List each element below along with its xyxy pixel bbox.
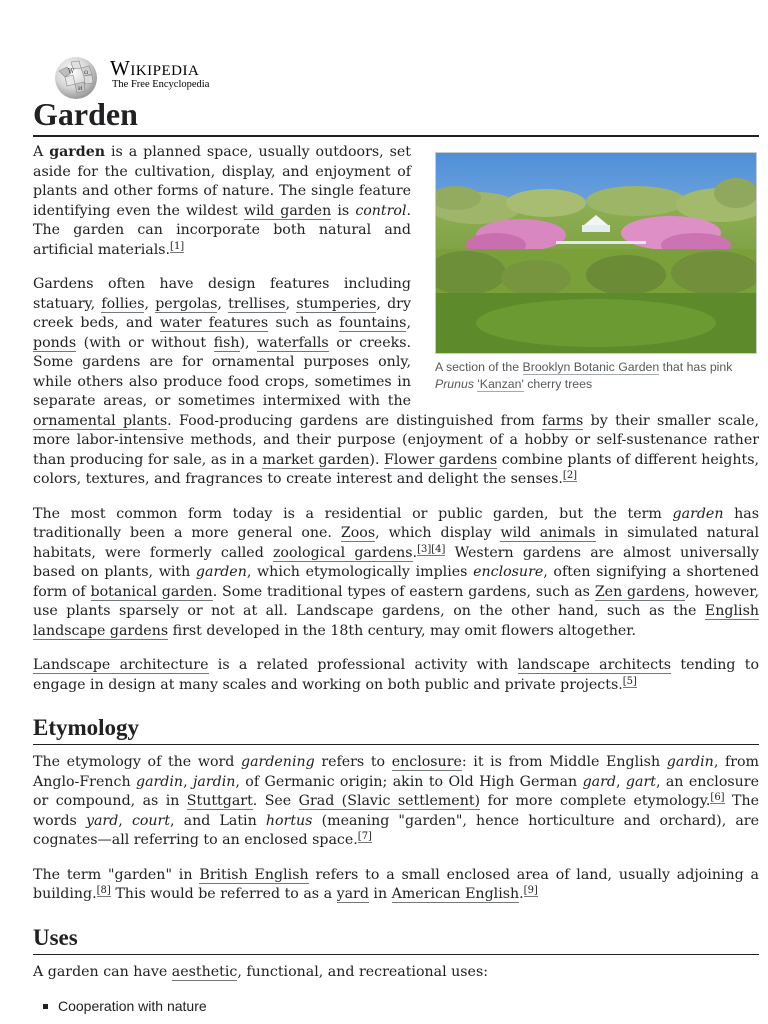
reference-link[interactable]: [5] — [622, 675, 637, 687]
text: Gardens often have design features including statuary, — [33, 276, 411, 312]
text: , — [217, 295, 229, 312]
svg-text:W: W — [68, 68, 75, 75]
text: . Food-producing gardens are distinguished from — [167, 412, 543, 429]
text: , of Germanic origin; akin to Old High German — [235, 773, 583, 790]
text: , often signifying a shortened form of — [33, 564, 759, 600]
caption-text: that has pink — [659, 360, 733, 374]
text: Western gardens are almost universally based on plants, with — [33, 544, 759, 580]
caption-text: A section of the — [435, 360, 523, 374]
text: combine plants of different heights, colors, textures, and fragrances to create interest and delight the senses. — [33, 451, 760, 487]
italic-term: control — [355, 202, 407, 219]
italic-term: gardening — [241, 754, 315, 770]
caption-link-kanzan[interactable]: 'Kanzan' — [477, 376, 524, 391]
text: , — [144, 295, 156, 312]
text: refers to — [314, 754, 392, 770]
text: The etymology of the word — [33, 754, 241, 770]
text: A garden can have — [33, 963, 172, 980]
text: by their smaller scale, more labor-intensive methods, and their purpose (enjoyment of a hobby or self-sustenance rather than producing for sale, as in a — [33, 412, 759, 468]
link-flower-gardens[interactable]: Flower gardens — [384, 451, 498, 468]
reference-link[interactable]: [9] — [523, 885, 538, 896]
italic-term: yard — [85, 812, 119, 829]
reference — [710, 792, 724, 804]
text: such as — [268, 315, 340, 331]
uses-list — [33, 996, 759, 1016]
link-stumperies[interactable]: stumperies — [296, 295, 377, 312]
garden-photo[interactable] — [435, 152, 757, 354]
reference — [431, 544, 445, 556]
link-yard[interactable]: yard — [336, 886, 369, 902]
figure-caption — [435, 359, 759, 392]
italic-term: enclosure — [473, 564, 544, 580]
text: The words — [33, 793, 759, 829]
text: This would be referred to as a — [110, 886, 337, 902]
reference-link[interactable]: [1] — [170, 240, 185, 252]
link-zoological-gardens[interactable]: zoological gardens — [272, 544, 413, 561]
text: , functional, and recreational uses: — [237, 963, 489, 980]
link-wild-garden[interactable]: wild garden — [243, 202, 332, 219]
link-british-english[interactable]: British English — [199, 866, 309, 883]
text: in simulated natural habitats, were formerly called — [33, 525, 759, 561]
link-waterfalls[interactable]: waterfalls — [257, 334, 329, 351]
link-aesthetic[interactable]: aesthetic — [171, 963, 238, 980]
text: is — [331, 202, 356, 219]
text: (with or without — [76, 334, 214, 351]
link-ornamental-plants[interactable]: ornamental plants — [33, 412, 168, 429]
text: , — [616, 773, 626, 790]
text: ), — [239, 334, 258, 351]
reference-link[interactable]: [7] — [357, 831, 372, 842]
reference-link[interactable]: [2] — [562, 470, 578, 481]
etymology-paragraph — [33, 753, 759, 851]
link-wild-animals[interactable]: wild animals — [500, 525, 596, 541]
caption-text: cherry trees — [523, 376, 593, 391]
reference — [623, 676, 637, 688]
uses-intro-paragraph — [33, 963, 759, 983]
link-zen-gardens[interactable]: Zen gardens — [594, 583, 686, 600]
caption-italic: Prunus — [435, 376, 474, 391]
italic-term: gard — [582, 773, 616, 790]
text: . — [519, 886, 524, 902]
bold-term: garden — [49, 144, 106, 160]
text: refers to a small enclosed area of land, usually adjoining a building. — [33, 866, 759, 902]
link-english-landscape-gardens[interactable]: English landscape gardens — [33, 603, 759, 639]
reference — [358, 831, 372, 843]
text: first developed in the 18th century, may omit flowers altogether. — [168, 622, 636, 639]
text: has traditionally been a more general one. — [33, 505, 759, 541]
list-item: Cooperation with nature — [58, 996, 759, 1016]
section-heading-uses: Uses — [33, 923, 759, 955]
text: , which etymologically implies — [246, 564, 474, 580]
italic-term: jardin — [192, 773, 236, 790]
link-enclosure[interactable]: enclosure — [391, 754, 462, 770]
text: , and Latin — [170, 812, 266, 829]
page-title: Garden — [33, 93, 759, 137]
text: in — [368, 886, 392, 902]
italic-term: gart — [625, 773, 656, 790]
link-botanical-garden[interactable]: botanical garden — [90, 583, 213, 600]
text: or creeks. Some gardens are for ornamental purposes only, while others also produce food crops, sometimes in separate areas, or sometimes intermixed with the — [33, 334, 411, 409]
link-market-garden[interactable]: market garden — [262, 451, 370, 468]
italic-term: garden — [195, 564, 247, 580]
british-english-paragraph — [33, 866, 759, 905]
text: , from Anglo-French — [33, 754, 759, 790]
link-landscape-architects[interactable]: landscape architects — [517, 657, 672, 673]
text: The most common form today is a residential or public garden, but the term — [33, 505, 673, 522]
reference — [417, 544, 431, 556]
link-fish[interactable]: fish — [213, 334, 240, 351]
link-trellises[interactable]: trellises — [228, 295, 286, 312]
text: tending to engage in design at many scales and working on both public and private projects. — [33, 657, 759, 693]
text: The term "garden" in — [33, 866, 200, 883]
link-stuttgart[interactable]: Stuttgart — [186, 793, 253, 809]
text: , — [118, 812, 132, 829]
common-form-paragraph — [33, 505, 759, 642]
reference — [524, 885, 538, 897]
link-water-features[interactable]: water features — [160, 315, 269, 331]
text: , an enclosure or compound, as in — [33, 773, 759, 809]
caption-link-brooklyn-botanic-garden[interactable]: Brooklyn Botanic Garden — [522, 360, 660, 374]
link-ponds[interactable]: ponds — [33, 334, 77, 351]
text: is a related professional activity with — [208, 657, 518, 673]
link-pergolas[interactable]: pergolas — [155, 295, 218, 312]
text: . See — [252, 793, 299, 809]
link-fountains[interactable]: fountains — [339, 315, 407, 331]
italic-term: court — [131, 812, 171, 829]
reference-link[interactable]: [4] — [431, 543, 446, 555]
italic-term: gardin — [135, 773, 184, 790]
text: (meaning "garden", hence horticulture and orchard), are cognates—all referring to an enclosed space. — [33, 812, 759, 848]
reference-link[interactable]: [8] — [96, 885, 111, 896]
reference-link[interactable]: [6] — [710, 792, 725, 803]
reference — [97, 885, 111, 897]
text: ). — [369, 451, 385, 468]
italic-term: garden — [672, 505, 724, 522]
article-body — [33, 143, 759, 1016]
svg-text:Ω: Ω — [84, 70, 89, 76]
link-grad-slavic-settlement[interactable]: Grad (Slavic settlement) — [298, 793, 481, 809]
link-american-english[interactable]: American English — [391, 886, 520, 902]
italic-term: gardin — [666, 754, 714, 770]
text: . The garden can incorporate both natural and artificial materials. — [33, 202, 412, 258]
reference — [563, 470, 577, 482]
section-heading-etymology: Etymology — [33, 713, 759, 745]
svg-text:И: И — [78, 86, 83, 92]
text: , — [183, 773, 193, 790]
text: A — [33, 144, 50, 160]
thumbnail-figure — [435, 152, 759, 392]
link-farms[interactable]: farms — [542, 412, 584, 429]
italic-term: hortus — [265, 812, 313, 829]
link-zoos[interactable]: Zoos — [340, 525, 376, 541]
link-follies[interactable]: follies — [101, 295, 145, 312]
text: , however, use plants sparsely or not at all. Landscape gardens, on the other hand, such as the — [33, 583, 759, 619]
text: . Some traditional types of eastern gardens, such as — [212, 583, 595, 600]
text: for more complete etymology. — [480, 793, 711, 809]
landscape-architecture-paragraph — [33, 656, 759, 695]
text: is a planned space, usually outdoors, set aside for the cultivation, display, and enjoyment of plants and other forms of nature. The single feature identifying even the wildest — [33, 144, 411, 219]
text: , — [406, 315, 411, 331]
text: : it is from Middle English — [461, 754, 667, 770]
text: , dry creek beds, and — [33, 295, 411, 331]
reference — [170, 241, 184, 253]
text: , — [285, 295, 297, 312]
link-landscape-architecture[interactable]: Landscape architecture — [33, 657, 209, 673]
text: , which display — [375, 525, 501, 541]
text: . — [412, 544, 418, 561]
reference-link[interactable]: [3] — [417, 543, 432, 555]
logo-wordmark: Wikipedia — [110, 56, 200, 80]
logo-tagline: The Free Encyclopedia — [112, 79, 210, 90]
